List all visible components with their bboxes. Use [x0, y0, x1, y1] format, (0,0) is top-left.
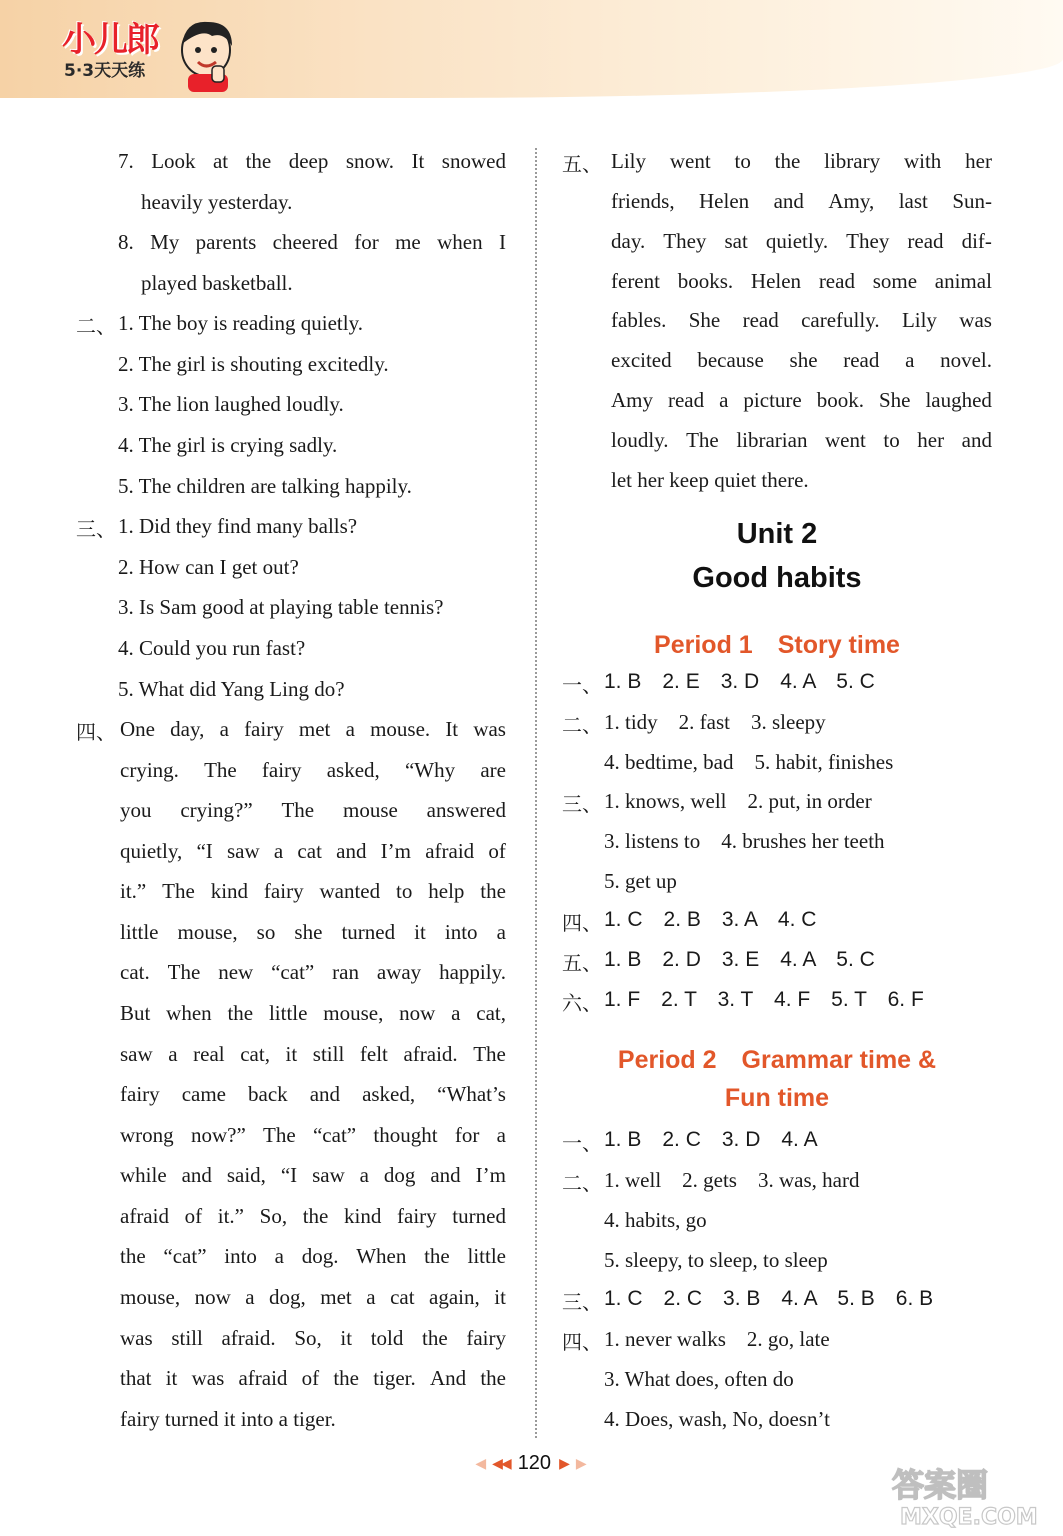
line-text: saw a real cat, it still felt afraid. The — [120, 1042, 506, 1066]
story-line — [611, 267, 992, 295]
section-marker: 六、 — [562, 991, 602, 1015]
brand-logo — [62, 20, 158, 82]
story-line — [120, 1161, 506, 1189]
answer-line: 1. The boy is reading quietly. — [118, 311, 363, 335]
answer-line: 1. B 2. E 3. D 4. A 5. C — [604, 670, 875, 693]
answer-line: 4. bedtime, bad 5. habit, finishes — [604, 750, 894, 774]
answer-line: 4. The girl is crying sadly. — [118, 433, 338, 457]
line-text: quietly, “I saw a cat and I’m afraid of — [120, 839, 506, 863]
line-text: cat. The new “cat” ran away happily. — [120, 960, 506, 984]
section-marker: 五、 — [562, 152, 602, 176]
answer-line: 5. The children are talking happily. — [118, 474, 412, 498]
page-footer — [440, 1448, 620, 1478]
line-text: mouse, now a dog, met a cat again, it — [120, 1285, 506, 1309]
column-divider — [535, 148, 537, 1438]
answer-line: 1. B 2. C 3. D 4. A — [604, 1128, 818, 1151]
story-line — [120, 999, 506, 1027]
answer-line: 5. sleepy, to sleep, to sleep — [604, 1248, 828, 1272]
answer-line: 1. knows, well 2. put, in order — [604, 789, 872, 813]
answer-line: 1. never walks 2. go, late — [604, 1327, 830, 1351]
answer-line: 1. Did they find many balls? — [118, 514, 358, 538]
mascot-boy-icon — [172, 14, 242, 94]
line-text: Amy read a picture book. She laughed — [611, 388, 992, 412]
story-line — [611, 426, 992, 454]
prev-arrow-icon: ◀◀ — [492, 1454, 510, 1471]
story-line — [120, 1324, 506, 1352]
section-marker: 二、 — [76, 314, 116, 338]
answer-line: heavily yesterday. — [141, 190, 293, 214]
answer-line: 1. tidy 2. fast 3. sleepy — [604, 710, 826, 734]
period-2-title-cont: Fun time — [724, 1084, 830, 1112]
answer-line: 3. The lion laughed loudly. — [118, 392, 344, 416]
watermark-logo — [888, 1462, 1048, 1530]
section-marker: 三、 — [562, 792, 602, 816]
line-text: wrong now?” The “cat” thought for a — [120, 1123, 506, 1147]
line-text: afraid of it.” So, the kind fairy turned — [120, 1204, 506, 1228]
story-line — [120, 1080, 506, 1108]
story-line — [611, 306, 992, 334]
line-text: that it was afraid of the tiger. And the — [120, 1366, 506, 1390]
line-text: was still afraid. So, it told the fairy — [120, 1326, 506, 1350]
section-marker: 五、 — [562, 951, 602, 975]
logo-subtitle: 5·3天天练 — [64, 61, 146, 81]
story-line — [120, 1202, 506, 1230]
story-line: let her keep quiet there. — [611, 468, 809, 492]
line-text: the “cat” into a dog. When the little — [120, 1244, 506, 1268]
section-marker: 四、 — [562, 1330, 602, 1354]
answer-line: 3. Is Sam good at playing table tennis? — [118, 595, 444, 619]
story-line — [120, 1040, 506, 1068]
story-line — [611, 227, 992, 255]
page-number: 120 — [517, 1451, 552, 1474]
period-2-title: Period 2 Grammar time & — [617, 1046, 937, 1074]
header-band — [0, 0, 1063, 98]
answer-line: played basketball. — [141, 271, 293, 295]
story-line — [611, 386, 992, 414]
section-marker: 三、 — [76, 517, 116, 541]
answer-line: 1. B 2. D 3. E 4. A 5. C — [604, 948, 875, 971]
unit-title: Unit 2 — [736, 518, 818, 550]
answer-line: 2. How can I get out? — [118, 555, 299, 579]
period-1-title: Period 1 Story time — [654, 631, 900, 659]
line-text: day. They sat quietly. They read dif- — [611, 229, 992, 253]
answer-line: 5. get up — [604, 869, 677, 893]
section-marker: 四、 — [76, 720, 116, 744]
line-text: Lily went to the library with her — [611, 149, 992, 173]
line-text: One day, a fairy met a mouse. It was — [120, 717, 506, 741]
answer-line: 2. The girl is shouting excitedly. — [118, 352, 389, 376]
logo-title: 小儿郎 — [62, 20, 158, 60]
story-line — [120, 756, 506, 784]
next-arrow-icon: ▶ — [575, 1454, 585, 1471]
line-text: fables. She read carefully. Lily was — [611, 308, 992, 332]
svg-text:答案圈: 答案圈 — [892, 1466, 989, 1504]
story-line — [611, 346, 992, 374]
story-line: fairy turned it into a tiger. — [120, 1407, 336, 1431]
story-line — [120, 918, 506, 946]
line-text: while and said, “I saw a dog and I’m — [120, 1163, 506, 1187]
story-line — [611, 187, 992, 215]
section-marker: 一、 — [562, 673, 602, 697]
answer-line — [118, 228, 506, 256]
line-text: ferent books. Helen read some animal — [611, 269, 992, 293]
story-line — [120, 796, 506, 824]
section-marker: 一、 — [562, 1131, 602, 1155]
story-line — [120, 958, 506, 986]
svg-text:MXQE.COM: MXQE.COM — [900, 1505, 1038, 1530]
line-text: 8. My parents cheered for me when I — [118, 230, 506, 254]
section-marker: 二、 — [562, 713, 602, 737]
answer-line — [118, 147, 506, 175]
line-text: crying. The fairy asked, “Why are — [120, 758, 506, 782]
section-marker: 三、 — [562, 1290, 602, 1314]
line-text: fairy came back and asked, “What’s — [120, 1082, 506, 1106]
answer-line: 4. habits, go — [604, 1208, 707, 1232]
story-line — [120, 837, 506, 865]
answer-line: 1. well 2. gets 3. was, hard — [604, 1168, 860, 1192]
line-text: excited because she read a novel. — [611, 348, 992, 372]
next-arrow-icon: ▶ — [559, 1454, 568, 1471]
story-line — [120, 1364, 506, 1392]
story-line — [120, 715, 506, 743]
line-text: little mouse, so she turned it into a — [120, 920, 506, 944]
answer-line: 4. Does, wash, No, doesn’t — [604, 1407, 830, 1431]
line-text: friends, Helen and Amy, last Sun- — [611, 189, 992, 213]
line-text: you crying?” The mouse answered — [120, 798, 506, 822]
section-marker: 二、 — [562, 1171, 602, 1195]
prev-arrow-icon: ◀ — [475, 1454, 485, 1471]
answer-line: 3. What does, often do — [604, 1367, 794, 1391]
story-line — [120, 877, 506, 905]
line-text: it.” The kind fairy wanted to help the — [120, 879, 506, 903]
story-line — [611, 147, 992, 175]
line-text: But when the little mouse, now a cat, — [120, 1001, 506, 1025]
answer-line: 1. C 2. B 3. A 4. C — [604, 908, 817, 931]
answer-line: 1. F 2. T 3. T 4. F 5. T 6. F — [604, 988, 924, 1011]
answer-line: 3. listens to 4. brushes her teeth — [604, 829, 885, 853]
section-marker: 四、 — [562, 911, 602, 935]
unit-subtitle: Good habits — [692, 562, 862, 594]
answer-line: 5. What did Yang Ling do? — [118, 677, 345, 701]
story-line — [120, 1242, 506, 1270]
line-text: 7. Look at the deep snow. It snowed — [118, 149, 506, 173]
line-text: loudly. The librarian went to her and — [611, 428, 992, 452]
story-line — [120, 1283, 506, 1311]
story-line — [120, 1121, 506, 1149]
answer-line: 4. Could you run fast? — [118, 636, 306, 660]
answer-line: 1. C 2. C 3. B 4. A 5. B 6. B — [604, 1287, 934, 1310]
